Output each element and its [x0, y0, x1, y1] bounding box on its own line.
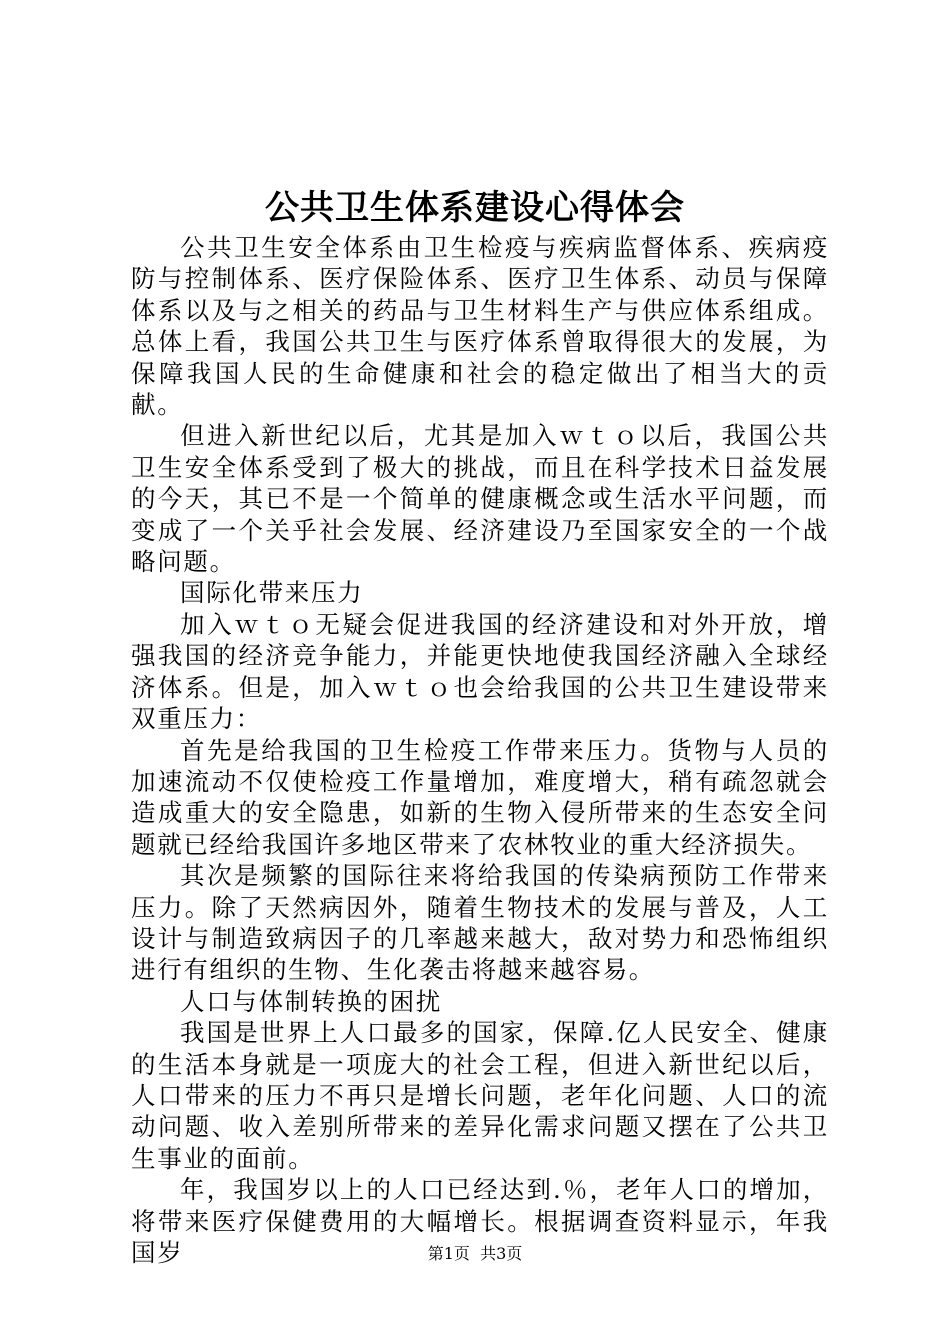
paragraph: 其次是频繁的国际往来将给我国的传染病预防工作带来压力。除了天然病因外，随着生物技术的发展与普及，人工设计与制造致病因子的几率越来越大，敌对势力和恐怖组织进行有组织的生物、生化袭击将越来越容易。 [131, 861, 829, 985]
paragraph: 但进入新世纪以后，尤其是加入ｗｔｏ以后，我国公共卫生安全体系受到了极大的挑战，而且在科学技术日益发展的今天，其已不是一个简单的健康概念或生活水平问题，而变成了一个关乎社会发展、经济建设乃至国家安全的一个战略问题。 [131, 421, 829, 577]
paragraph: 公共卫生安全体系由卫生检疫与疾病监督体系、疾病疫防与控制体系、医疗保险体系、医疗卫生体系、动员与保障体系以及与之相关的药品与卫生材料生产与供应体系组成。总体上看，我国公共卫生与医疗体系曾取得很大的发展，为保障我国人民的生命健康和社会的稳定做出了相当大的贡献。 [131, 233, 829, 420]
document-body [131, 232, 829, 1268]
page-footer [0, 1244, 950, 1264]
paragraph: 年，我国岁以上的人口已经达到.％，老年人口的增加，将带来医疗保健费用的大幅增长。根据调查资料显示，年我国岁 [131, 1175, 829, 1267]
paragraph: 首先是给我国的卫生检疫工作带来压力。货物与人员的加速流动不仅使检疫工作量增加，难度增大，稍有疏忽就会造成重大的安全隐患，如新的生物入侵所带来的生态安全问题就已经给我国许多地区带来了农林牧业的重大经济损失。 [131, 735, 829, 859]
document-title: 公共卫生体系建设心得体会 [265, 188, 685, 228]
page-number-label: 第1页 共3页 [427, 1244, 523, 1263]
section-heading: 人口与体制转换的困扰 [180, 986, 442, 1016]
section-heading: 国际化带来压力 [180, 578, 364, 608]
paragraph: 加入ｗｔｏ无疑会促进我国的经济建设和对外开放，增强我国的经济竞争能力，并能更快地使我国经济融入全球经济体系。但是，加入ｗｔｏ也会给我国的公共卫生建设带来双重压力： [131, 609, 829, 734]
paragraph: 我国是世界上人口最多的国家，保障.亿人民安全、健康的生活本身就是一项庞大的社会工程，但进入新世纪以后，人口带来的压力不再只是增长问题，老年化问题、人口的流动问题、收入差别所带来的差异化需求问题又摆在了公共卫生事业的面前。 [131, 1018, 829, 1173]
